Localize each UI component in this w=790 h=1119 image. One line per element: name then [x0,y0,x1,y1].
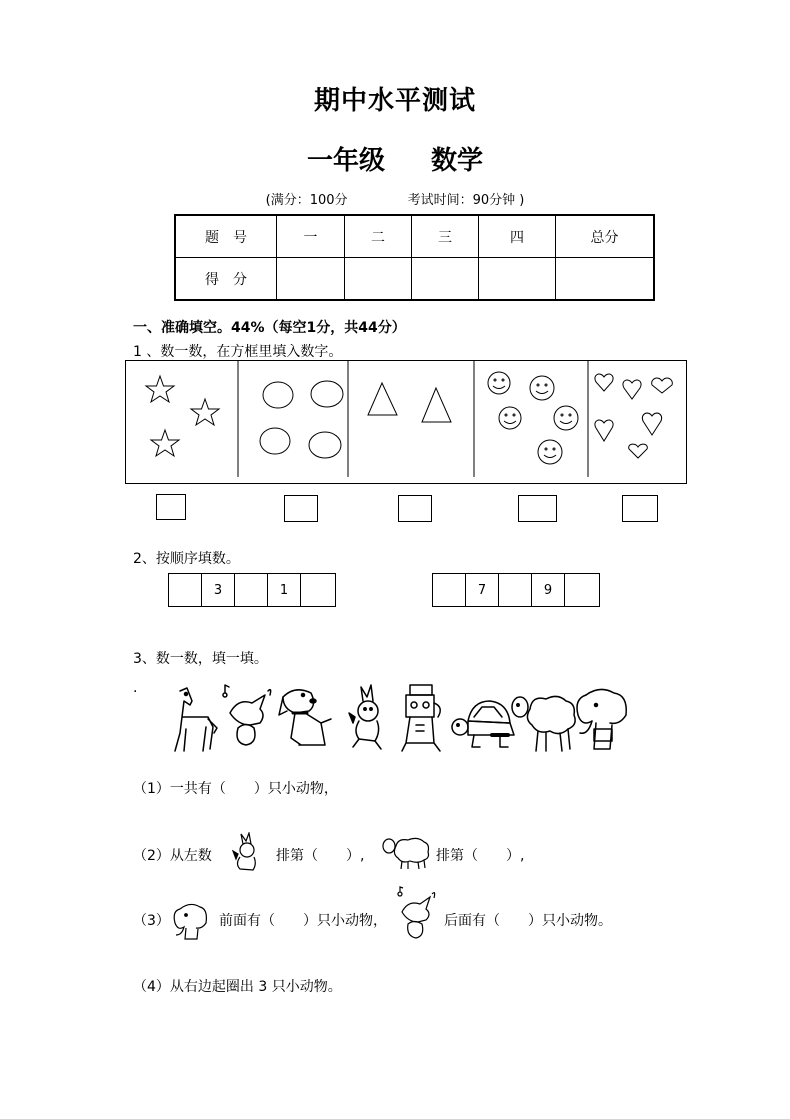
sub-question-2-middle: 排第（ ）, [276,848,365,864]
heart-icon [595,374,613,391]
smiley-icon [530,376,554,400]
counting-shapes-box [125,360,687,484]
heart-icon [595,420,613,441]
sequence-cell: 3 [202,574,235,606]
stray-dot: . [133,680,138,696]
score-header-1: 一 [277,215,345,258]
smiley-icon [488,372,510,394]
star-icon [151,430,179,456]
oval-icon [263,382,293,408]
sequence-cell[interactable] [301,574,334,606]
answer-box-triangles[interactable] [398,495,432,522]
sequence-cell: 7 [466,574,499,606]
score-header-3: 三 [412,215,479,258]
star-icon [191,399,219,425]
sub-question-2-suffix: 排第（ ）, [436,848,525,864]
oval-icon [309,432,341,458]
score-cell[interactable] [277,258,345,301]
shapes-drawing [126,361,688,485]
sequence-a [168,573,336,607]
score-header-total: 总分 [556,215,655,258]
smiley-icon [554,406,578,430]
page-subtitle [0,140,790,177]
question-1: 1 、数一数，在方框里填入数字。 [133,344,343,360]
heart-icon [652,378,673,393]
dog-icon [279,690,331,745]
answer-box-smileys[interactable] [518,495,557,522]
sequence-cell: 9 [532,574,565,606]
bird-small-icon [392,886,442,942]
elephant-small-icon [170,901,210,941]
triangle-icon [422,388,451,422]
question-3: 3、数一数，填一填。 [133,651,268,667]
rabbit-small-icon [229,832,271,874]
score-cell[interactable] [412,258,479,301]
exam-info [0,189,790,208]
grade-label: 一年级 [306,146,385,176]
horse-icon [175,688,217,751]
page-title: 期中水平测试 [313,86,476,116]
sequence-cell[interactable] [499,574,532,606]
exam-time: 考试时间：90分钟 ) [407,193,525,208]
sheep-small-icon [380,834,432,870]
sequence-cell: 1 [268,574,301,606]
rabbit-icon [349,685,381,749]
question-2: 2、按顺序填数。 [133,551,240,567]
heart-icon [629,444,648,458]
star-icon [146,376,174,402]
score-header-number: 题 号 [175,215,277,258]
smiley-icon [499,407,521,429]
turtle-icon [452,701,514,747]
sequence-cell[interactable] [433,574,466,606]
animal-row [150,683,630,758]
answer-box-hearts[interactable] [622,495,658,522]
sub-question-3-suffix: 后面有（ ）只小动物。 [444,913,612,929]
sub-question-3-middle: 前面有（ ）只小动物， [219,913,387,929]
bird-icon [223,685,271,745]
sequence-b [432,573,600,607]
full-score: (满分：100分 [265,193,348,208]
smiley-icon [538,440,562,464]
heart-icon [623,380,641,399]
sub-question-1: （1）一共有（ ）只小动物， [133,781,338,797]
section-heading: 一、准确填空。44%（每空1分，共44分） [133,320,406,336]
score-header-2: 二 [345,215,412,258]
score-header-4: 四 [479,215,556,258]
answer-box-ovals[interactable] [284,495,318,522]
answer-box-stars[interactable] [156,494,186,520]
score-row-label: 得 分 [175,258,277,301]
elephant-icon [577,689,626,749]
score-cell[interactable] [345,258,412,301]
sequence-cell[interactable] [169,574,202,606]
oval-icon [260,428,290,454]
sub-question-2-prefix: （2）从左数 [133,848,212,864]
sequence-cell[interactable] [235,574,268,606]
sub-question-4: （4）从右边起圈出 3 只小动物。 [133,979,342,995]
robot-icon [402,685,440,751]
sub-question-3-prefix: （3） [133,913,170,929]
oval-icon [311,381,343,407]
subject-label: 数学 [431,146,484,176]
sheep-icon [512,696,575,751]
heart-icon [642,413,661,435]
sequence-cell[interactable] [565,574,598,606]
score-table [174,214,655,301]
score-cell[interactable] [556,258,655,301]
triangle-icon [368,383,397,415]
score-cell[interactable] [479,258,556,301]
